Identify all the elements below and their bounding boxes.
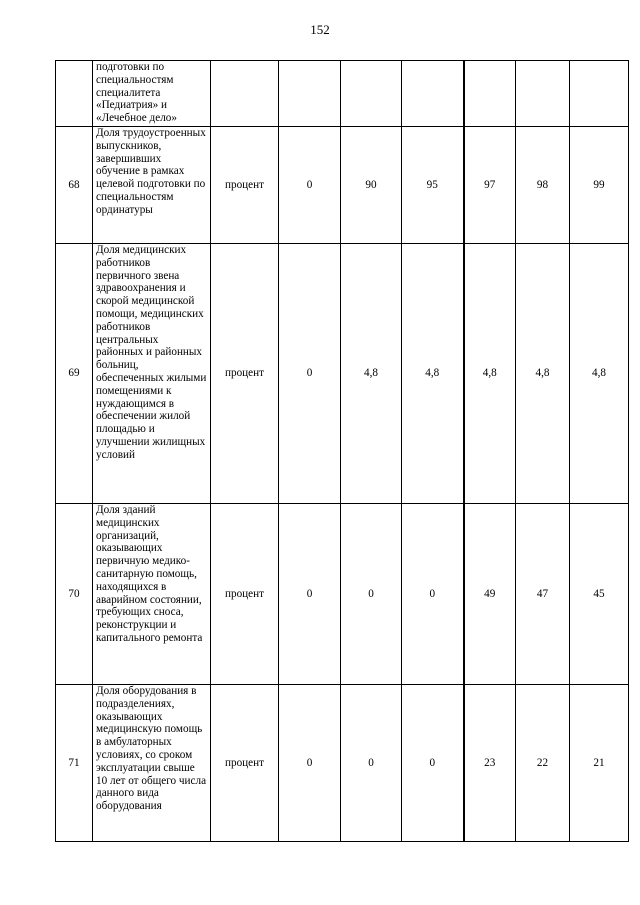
value-cell: 0 [341, 685, 402, 842]
value-cell: 4,8 [464, 244, 516, 504]
value-cell: 97 [464, 127, 516, 244]
value-cell: 0 [402, 685, 464, 842]
value-cell: 21 [570, 685, 629, 842]
unit-cell: процент [211, 127, 279, 244]
value-cell: 4,8 [402, 244, 464, 504]
value-cell: 23 [464, 685, 516, 842]
table-row [56, 244, 629, 504]
row-number: 68 [56, 127, 93, 244]
value-cell [570, 61, 629, 127]
value-cell: 0 [279, 244, 341, 504]
value-cell [464, 61, 516, 127]
value-cell [341, 61, 402, 127]
value-cell: 0 [402, 504, 464, 685]
value-cell: 95 [402, 127, 464, 244]
page-number: 152 [310, 22, 330, 37]
value-cell [279, 61, 341, 127]
value-cell: 99 [570, 127, 629, 244]
indicator-name: Доля зданий медицинских организаций, оказывающих первичную медико-санитарную помощь, находящихся в аварийном состоянии, требующих сноса, реконструкции и капитального ремонта [93, 504, 211, 685]
row-number [56, 61, 93, 127]
row-number: 70 [56, 504, 93, 685]
indicator-name: Доля оборудования в подразделениях, оказывающих медицинскую помощь в амбулаторных условиях, со сроком эксплуатации свыше 10 лет от общего числа данного вида оборудования [93, 685, 211, 842]
indicator-name: Доля медицинских работников первичного звена здравоохранения и скорой медицинской помощи, медицинских работников центральных районных и районных больниц, обеспеченных жилыми помещениями к нуждающимся в обеспечении жилой площадью и улучшении жилищных условий [93, 244, 211, 504]
value-cell: 0 [279, 127, 341, 244]
table-row [56, 685, 629, 842]
value-cell: 4,8 [570, 244, 629, 504]
indicator-name: подготовки по специальностям специалитета «Педиатрия» и «Лечебное дело» [93, 61, 211, 127]
value-cell: 4,8 [341, 244, 402, 504]
value-cell [516, 61, 570, 127]
table-row [56, 127, 629, 244]
value-cell: 4,8 [516, 244, 570, 504]
value-cell: 90 [341, 127, 402, 244]
unit-cell: процент [211, 244, 279, 504]
table-row [56, 61, 629, 127]
value-cell: 0 [341, 504, 402, 685]
unit-cell: процент [211, 685, 279, 842]
value-cell: 22 [516, 685, 570, 842]
value-cell [402, 61, 464, 127]
value-cell: 47 [516, 504, 570, 685]
value-cell: 45 [570, 504, 629, 685]
value-cell: 0 [279, 685, 341, 842]
value-cell: 49 [464, 504, 516, 685]
unit-cell: процент [211, 504, 279, 685]
indicators-table [55, 60, 629, 842]
row-number: 69 [56, 244, 93, 504]
row-number: 71 [56, 685, 93, 842]
indicator-name: Доля трудоустроенных выпускников, завершивших обучение в рамках целевой подготовки по специальностям ординатуры [93, 127, 211, 244]
table-row [56, 504, 629, 685]
value-cell: 0 [279, 504, 341, 685]
unit-cell [211, 61, 279, 127]
value-cell: 98 [516, 127, 570, 244]
